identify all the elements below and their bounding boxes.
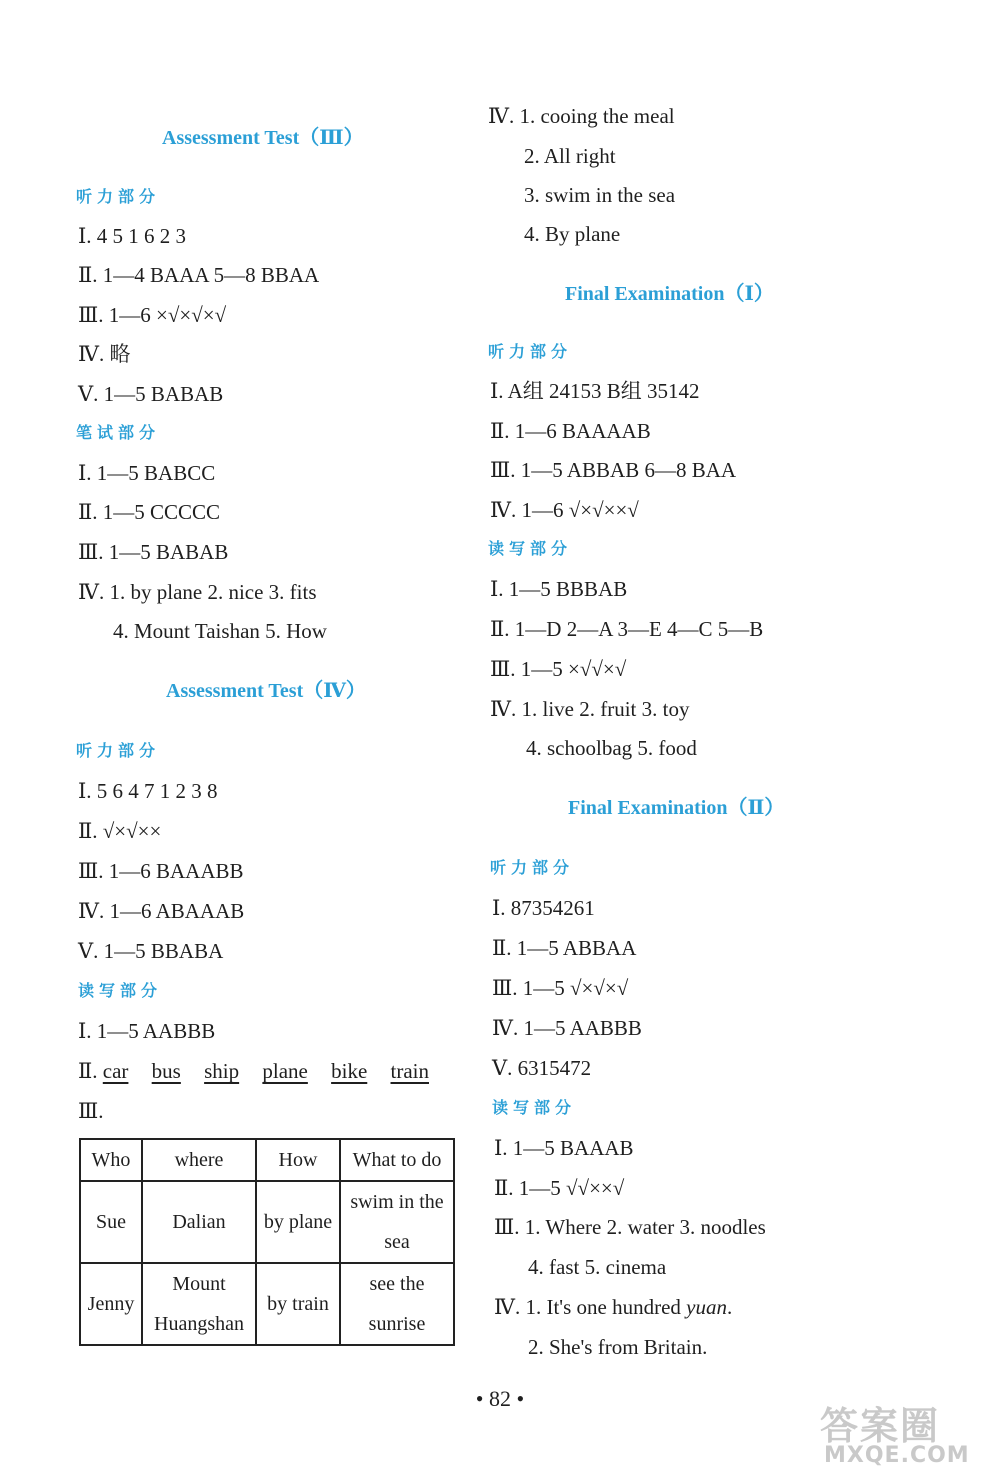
answer-line: Ⅳ. 1. by plane 2. nice 3. fits <box>78 580 317 604</box>
answer-line: Ⅲ. 1—5 BABAB <box>78 540 229 564</box>
table-cell: see the sunrise <box>340 1263 454 1345</box>
table-cell: by train <box>256 1263 340 1345</box>
answer-line: 2. She's from Britain. <box>528 1335 708 1359</box>
table-header-cell: where <box>142 1139 256 1181</box>
answer-text: Ⅳ. 1. It's one hundred <box>494 1295 687 1319</box>
underlined-words-line <box>78 1058 447 1084</box>
answer-line: Ⅱ. √×√×× <box>78 819 162 843</box>
assessment-test-4-title: Assessment Test（Ⅳ） <box>166 680 366 702</box>
listening-section-label: 听力部分 <box>488 342 573 361</box>
table-cell: by plane <box>256 1181 340 1263</box>
answer-line: Ⅲ. 1—6 ×√×√×√ <box>78 303 227 327</box>
answer-line: Ⅰ. 1—5 BAAAB <box>494 1136 634 1160</box>
answer-line: Ⅰ. 87354261 <box>492 896 595 920</box>
listening-section-label: 听力部分 <box>76 741 161 760</box>
answer-line: Ⅳ. 1. cooing the meal <box>488 104 675 128</box>
table-cell: Jenny <box>80 1263 142 1345</box>
answer-line: 4. schoolbag 5. food <box>526 736 697 760</box>
answer-line: Ⅲ. <box>78 1099 104 1123</box>
answer-text: . <box>726 1295 733 1319</box>
answer-line: Ⅰ. A组 24153 B组 35142 <box>490 379 700 403</box>
listening-section-label: 听力部分 <box>490 858 575 877</box>
answer-line: Ⅱ. 1—6 BAAAAB <box>490 419 651 443</box>
answer-line: Ⅱ. 1—4 BAAA 5—8 BBAA <box>78 263 320 287</box>
table-header-cell: What to do <box>340 1139 454 1181</box>
answer-line: Ⅱ. 1—5 √√××√ <box>494 1176 625 1200</box>
table-header-row <box>80 1139 454 1181</box>
final-exam-2-title: Final Examination（Ⅱ） <box>568 797 785 819</box>
page-number: • 82 • <box>475 1386 525 1411</box>
underlined-word: car <box>102 1059 129 1083</box>
underlined-word: plane <box>262 1059 308 1083</box>
answer-table <box>79 1138 455 1346</box>
answer-line: Ⅳ. 1—6 ABAAAB <box>78 899 245 923</box>
answer-line: 4. By plane <box>524 222 621 246</box>
table-header-cell: Who <box>80 1139 142 1181</box>
answer-line: Ⅰ. 1—5 BBBAB <box>490 577 628 601</box>
answer-line: Ⅰ. 1—5 BABCC <box>78 461 216 485</box>
answer-line: Ⅰ. 4 5 1 6 2 3 <box>78 224 187 248</box>
table-cell: Mount Huangshan <box>142 1263 256 1345</box>
watermark-text: 答案圈 <box>820 1404 941 1448</box>
reading-writing-section-label: 读写部分 <box>78 981 163 1000</box>
answer-line: 2. All right <box>524 144 616 168</box>
answer-line: Ⅲ. 1—5 √×√×√ <box>492 976 629 1000</box>
underlined-word: bike <box>331 1059 368 1083</box>
answer-line: Ⅳ. 1. live 2. fruit 3. toy <box>490 697 690 721</box>
table-cell: Dalian <box>142 1181 256 1263</box>
reading-writing-section-label: 读写部分 <box>488 539 573 558</box>
answer-line: Ⅲ. 1—5 ABBAB 6—8 BAA <box>490 458 737 482</box>
answer-line: Ⅳ. 略 <box>78 342 131 366</box>
table-row <box>80 1263 454 1345</box>
table-cell: Sue <box>80 1181 142 1263</box>
reading-writing-section-label: 读写部分 <box>492 1098 577 1117</box>
table-row <box>80 1181 454 1263</box>
answer-line: Ⅲ. 1. Where 2. water 3. noodles <box>494 1215 766 1239</box>
answer-line: Ⅳ. 1—6 √×√××√ <box>490 498 639 522</box>
answer-line: Ⅱ. 1—D 2—A 3—E 4—C 5—B <box>490 617 764 641</box>
underlined-word: bus <box>151 1059 181 1083</box>
answer-line: Ⅱ. 1—5 ABBAA <box>492 936 637 960</box>
underlined-word: ship <box>204 1059 240 1083</box>
answer-line: Ⅰ. 5 6 4 7 1 2 3 8 <box>78 779 218 803</box>
answer-line: 4. fast 5. cinema <box>528 1255 667 1279</box>
answer-line: Ⅴ. 6315472 <box>492 1056 592 1080</box>
answer-line <box>494 1294 732 1320</box>
watermark-url: MXQE.COM <box>824 1443 970 1468</box>
answer-line: Ⅳ. 1—5 AABBB <box>492 1016 642 1040</box>
underlined-word: train <box>390 1059 429 1083</box>
answer-line: Ⅴ. 1—5 BABAB <box>78 382 224 406</box>
listening-section-label: 听力部分 <box>76 187 161 206</box>
italic-word: yuan <box>686 1295 727 1319</box>
watermark-logo <box>820 1395 990 1475</box>
assessment-test-3-title: Assessment Test（Ⅲ） <box>162 127 364 149</box>
answer-line: Ⅱ. 1—5 CCCCC <box>78 500 221 524</box>
answer-line: 3. swim in the sea <box>524 183 676 207</box>
answer-line: Ⅴ. 1—5 BBABA <box>78 939 224 963</box>
final-exam-1-title: Final Examination（Ⅰ） <box>565 283 774 305</box>
roman-numeral: Ⅱ. <box>78 1059 98 1083</box>
answer-line: Ⅲ. 1—6 BAAABB <box>78 859 244 883</box>
table-cell: swim in the sea <box>340 1181 454 1263</box>
answer-line: 4. Mount Taishan 5. How <box>113 619 327 643</box>
table-header-cell: How <box>256 1139 340 1181</box>
answer-line: Ⅰ. 1—5 AABBB <box>78 1019 216 1043</box>
written-section-label: 笔试部分 <box>76 423 161 442</box>
answer-line: Ⅲ. 1—5 ×√√×√ <box>490 657 627 681</box>
